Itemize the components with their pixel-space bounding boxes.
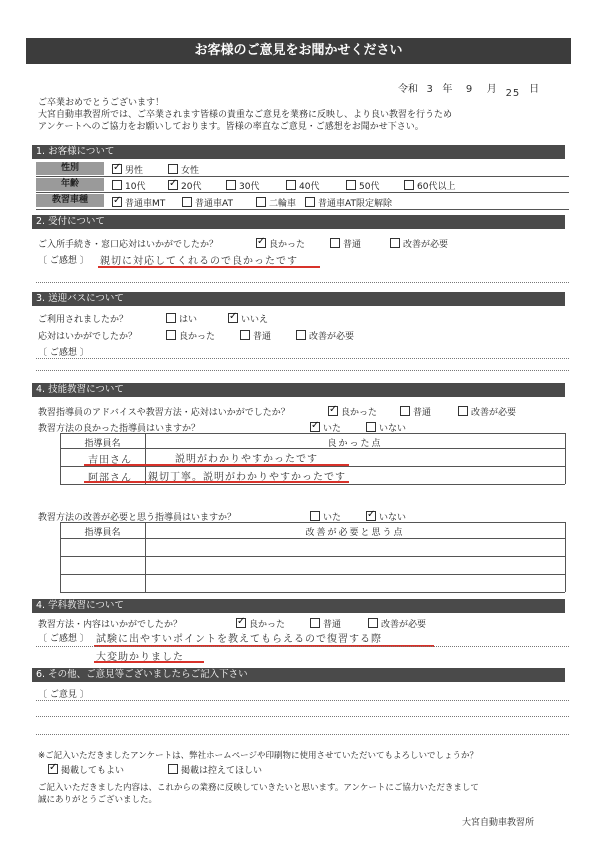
- checkbox-icon: [296, 330, 306, 340]
- checkbox-icon: [286, 180, 296, 190]
- checkbox-icon: [390, 238, 400, 248]
- s2-option-normal[interactable]: 普通: [330, 237, 361, 250]
- closing-text: [38, 782, 479, 806]
- publication-note: ※ご記入いただきましたアンケートは、弊社ホームページや印刷物に使用させていただいてもよろしいでしょうか？: [38, 751, 478, 761]
- date-era: 令和: [398, 84, 418, 95]
- closing-line: ご記入いただきました内容は、これからの業務に反映していきたいと思います。アンケートにご協力いただきまして: [38, 783, 479, 793]
- table-row-point: 説明がわかりやすかったです: [175, 454, 318, 465]
- checkbox-icon: [310, 422, 320, 432]
- section-3-header: 3. 送迎バスについて: [32, 292, 565, 306]
- checkbox-icon: [112, 164, 122, 174]
- intro-line: アンケートへのご協力をお願いしております。皆様の率直なご意見・ご感想をお聞かせ下さい。: [38, 122, 424, 132]
- s3-q2-improve[interactable]: 改善が必要: [296, 329, 354, 342]
- age-option[interactable]: 10代: [112, 179, 145, 192]
- checkbox-icon: [366, 422, 376, 432]
- age-label: 年齢: [36, 178, 104, 191]
- s5-option-improve[interactable]: 改善が必要: [368, 617, 426, 630]
- intro-text: [38, 97, 452, 133]
- checkbox-icon: [256, 197, 266, 207]
- checkbox-icon: [48, 764, 58, 774]
- checkbox-icon: [168, 164, 178, 174]
- s4-q3: 教習方法の改善が必要と思う指導員はいますか？: [38, 513, 237, 523]
- course-option[interactable]: 二輪車: [256, 196, 296, 209]
- checkbox-icon: [166, 330, 176, 340]
- checkbox-icon: [310, 618, 320, 628]
- checkbox-icon: [328, 406, 338, 416]
- checkbox-icon: [182, 197, 192, 207]
- s5-option-normal[interactable]: 普通: [310, 617, 341, 630]
- date-month-unit: 月: [486, 84, 497, 95]
- s2-option-good[interactable]: ✓ 良かった: [256, 237, 305, 250]
- age-option[interactable]: 30代: [226, 179, 259, 192]
- form-title: お客様のご意見をお聞かせください: [26, 38, 571, 64]
- s3-q1-no[interactable]: ✓ いいえ: [228, 312, 268, 325]
- intro-line: 大宮自動車教習所では、ご卒業されます皆様の貴重なご意見を業務に反映し、より良い教習を行うため: [38, 110, 453, 120]
- publish-decline[interactable]: 掲載は控えてほしい: [168, 763, 262, 776]
- gender-male[interactable]: ✓男性: [112, 163, 143, 176]
- section-5-header: 4. 学科教習について: [32, 599, 565, 613]
- course-option[interactable]: 普通車AT限定解除: [305, 196, 392, 209]
- underline-mark: [98, 266, 320, 268]
- checkbox-icon: [166, 313, 176, 323]
- s4-q1-normal[interactable]: 普通: [400, 405, 431, 418]
- checkbox-icon: [256, 238, 266, 248]
- checkbox-icon: [112, 180, 122, 190]
- col-good-point: 良かった点: [327, 439, 383, 449]
- checkbox-icon: [236, 618, 246, 628]
- checkbox-icon: [226, 180, 236, 190]
- checkbox-icon: [400, 406, 410, 416]
- s5-comment-line1: 試験に出やすいポイントを教えてもらえるので復習する際: [96, 634, 382, 645]
- checkbox-icon: [310, 511, 320, 521]
- checkbox-icon: [404, 180, 414, 190]
- col-instructor-name: 指導員名: [84, 439, 121, 449]
- date-day: 25: [505, 88, 521, 99]
- date-year: 3: [426, 84, 434, 95]
- checkbox-icon: [458, 406, 468, 416]
- s4-q3-yes[interactable]: いた: [310, 510, 341, 523]
- checkbox-icon: [305, 197, 315, 207]
- age-option[interactable]: 60代以上: [404, 179, 455, 192]
- age-option[interactable]: 50代: [346, 179, 379, 192]
- s4-q2-yes[interactable]: ✓ いた: [310, 421, 341, 434]
- table-row-point: 親切丁寧。説明がわかりやすかったです: [148, 472, 346, 483]
- section-1-header: 1. お客様について: [32, 145, 565, 159]
- publish-allow[interactable]: ✓掲載してもよい: [48, 763, 124, 776]
- s3-q2: 応対はいかがでしたか？: [38, 332, 138, 342]
- col-instructor-name: 指導員名: [84, 528, 121, 538]
- age-option[interactable]: 40代: [286, 179, 319, 192]
- section-2-header: 2. 受付について: [32, 215, 565, 229]
- table-row-name: 阿部さん: [88, 473, 132, 484]
- underline-mark: [84, 481, 349, 483]
- table-row-name: 吉田さん: [88, 455, 132, 466]
- checkbox-icon: [368, 618, 378, 628]
- s2-comment: 親切に対応してくれるので良かったです: [100, 256, 298, 267]
- gender-female[interactable]: 女性: [168, 163, 199, 176]
- s2-option-improve[interactable]: 改善が必要: [390, 237, 448, 250]
- course-option[interactable]: 普通車AT: [182, 196, 233, 209]
- s4-q1-improve[interactable]: 改善が必要: [458, 405, 516, 418]
- date-day-unit: 日: [529, 84, 540, 95]
- checkbox-icon: [346, 180, 356, 190]
- s4-q1-good[interactable]: ✓ 良かった: [328, 405, 377, 418]
- date-year-unit: 年: [442, 84, 453, 95]
- s4-q3-no[interactable]: ✓ いない: [366, 510, 406, 523]
- s4-q2: 教習方法の良かった指導員はいますか？: [38, 424, 201, 434]
- checkbox-icon: [330, 238, 340, 248]
- s2-question: ご入所手続き・窓口応対はいかがでしたか？: [38, 240, 219, 250]
- underline-mark: [94, 661, 204, 663]
- section-6-header: 6. その他、ご意見等ございましたらご記入下さい: [32, 668, 565, 682]
- checkbox-icon: [228, 313, 238, 323]
- checkbox-icon: [168, 764, 178, 774]
- s5-option-good[interactable]: ✓ 良かった: [236, 617, 285, 630]
- s5-comment-label: 〔 ご感想 〕: [38, 634, 89, 644]
- age-option[interactable]: ✓ 20代: [168, 179, 201, 192]
- checkbox-icon: [112, 197, 122, 207]
- s4-q1: 教習指導員のアドバイスや教習方法・応対はいかがでしたか？: [38, 408, 290, 418]
- s5-question: 教習方法・内容はいかがでしたか？: [38, 620, 183, 630]
- section-4-header: 4. 技能教習について: [32, 383, 565, 397]
- underline-mark: [84, 464, 349, 466]
- date-month: 9: [465, 84, 474, 95]
- closing-line: 誠にありがとうございました。: [38, 795, 158, 805]
- gender-label: 性別: [36, 162, 104, 175]
- s3-q1: ご利用されましたか？: [38, 315, 129, 325]
- checkbox-icon: [168, 180, 178, 190]
- course-option[interactable]: ✓普通車MT: [112, 196, 165, 209]
- s5-comment-line2: 大変助かりました: [96, 652, 184, 663]
- s3-q2-good[interactable]: 良かった: [166, 329, 215, 342]
- checkbox-icon: [240, 330, 250, 340]
- s3-q2-normal[interactable]: 普通: [240, 329, 271, 342]
- date-line: [398, 80, 540, 99]
- s2-comment-label: 〔 ご感想 〕: [38, 256, 89, 266]
- intro-line: ご卒業おめでとうございます！: [38, 98, 165, 108]
- checkbox-icon: [366, 511, 376, 521]
- col-improve-point: 改善が必要と思う点: [305, 528, 405, 538]
- s6-comment-label: 〔 ご意見 〕: [38, 690, 89, 700]
- s4-q2-no[interactable]: いない: [366, 421, 406, 434]
- course-label: 教習車種: [36, 194, 104, 207]
- s3-q1-yes[interactable]: はい: [166, 312, 197, 325]
- organization-name: 大宮自動車教習所: [462, 818, 535, 828]
- s3-comment-label: 〔 ご感想 〕: [38, 348, 89, 358]
